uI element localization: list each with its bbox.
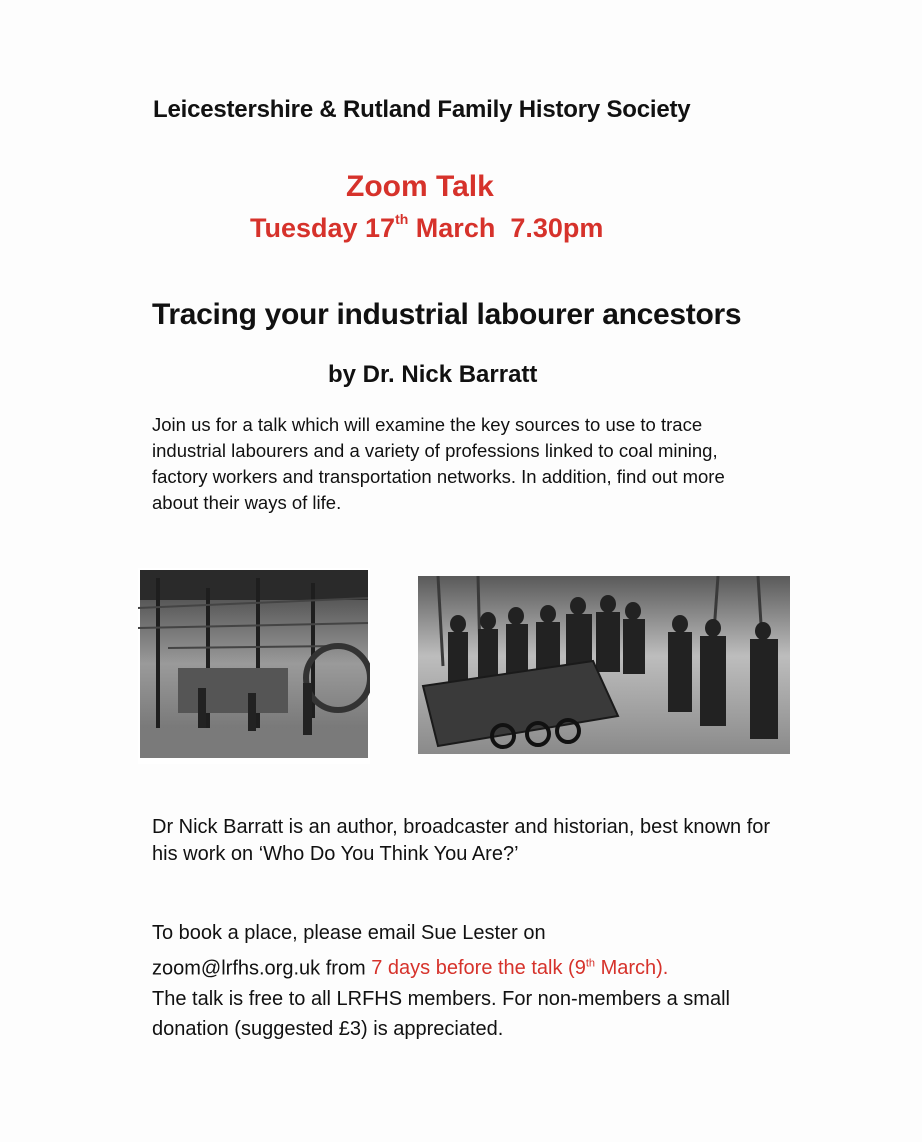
talk-description: Join us for a talk which will examine the key sources to use to trace industrial labourers and a variety of professions linked to coal mining, factory workers and transportation networks. In addition, find out more about their ways of life.	[152, 414, 725, 513]
factory-interior-photo	[138, 568, 370, 764]
booking-window-end: March).	[595, 957, 669, 980]
booking-window-suffix: th	[585, 957, 596, 970]
booking-window-start: 7 days before the talk (9	[371, 957, 586, 980]
booking-line-1: To book a place, please email Sue Lester on	[152, 922, 546, 944]
society-name: Leicestershire & Rutland Family History Society	[153, 96, 691, 123]
booking-pricing: The talk is free to all LRFHS members. For non-members a small donation (suggested £3) is appreciated.	[152, 987, 730, 1041]
talk-title: Tracing your industrial labourer ancestors	[152, 298, 742, 331]
booking-email: zoom@lrfhs.org.uk from	[152, 957, 372, 980]
event-month-time: March 7.30pm	[408, 213, 604, 243]
booking-info	[152, 918, 792, 1045]
speaker-bio: Dr Nick Barratt is an author, broadcaster and historian, best known for his work on ‘Who Do You Think You Are?’	[152, 816, 771, 865]
speaker-byline: by Dr. Nick Barratt	[328, 361, 538, 388]
event-day-suffix: th	[395, 211, 409, 227]
event-day: Tuesday 17	[250, 213, 396, 243]
event-datetime	[250, 213, 603, 244]
coal-miners-photo	[418, 576, 790, 754]
event-type-heading: Zoom Talk	[346, 170, 494, 203]
booking-window	[371, 957, 668, 979]
